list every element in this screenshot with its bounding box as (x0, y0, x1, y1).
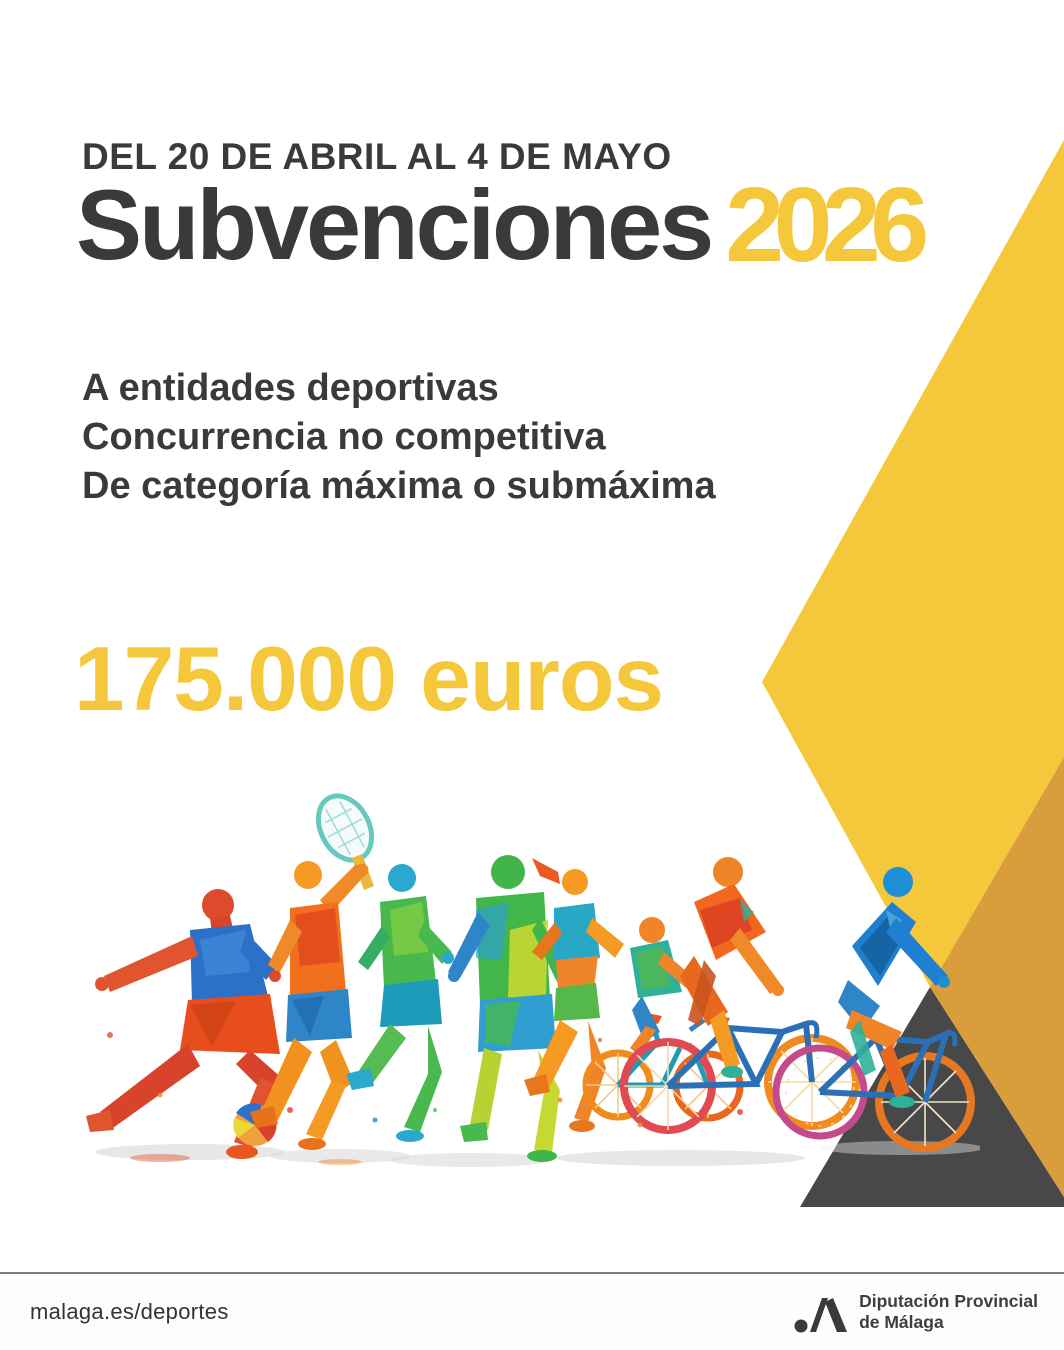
footer-bar (0, 1272, 1064, 1350)
description-line-1: A entidades deportivas (82, 367, 499, 409)
description-block (82, 364, 716, 511)
amount-text: 175.000 euros (74, 629, 664, 730)
title-row (76, 166, 919, 284)
runner-green-figure (448, 855, 568, 1162)
diputacion-logo-mark (794, 1290, 848, 1334)
poster-year: 2026 (725, 166, 919, 284)
description-line-2: Concurrencia no competitiva (82, 416, 606, 458)
blue-cyclist-figure (776, 867, 971, 1148)
tennis-racket (308, 787, 382, 870)
poster-title: Subvenciones (76, 169, 712, 280)
athletes-illustration (40, 780, 980, 1170)
runner-teal-figure (346, 864, 454, 1142)
description-line-3: De categoría máxima o submáxima (82, 465, 716, 507)
logo-text-line-2: de Málaga (859, 1312, 944, 1332)
footer-url: malaga.es/deportes (30, 1299, 229, 1324)
diputacion-logo (794, 1290, 1038, 1334)
logo-text-line-1: Diputación Provincial (859, 1291, 1038, 1311)
date-range: DEL 20 DE ABRIL AL 4 DE MAYO (82, 136, 672, 177)
diputacion-logo-text (859, 1291, 1038, 1333)
